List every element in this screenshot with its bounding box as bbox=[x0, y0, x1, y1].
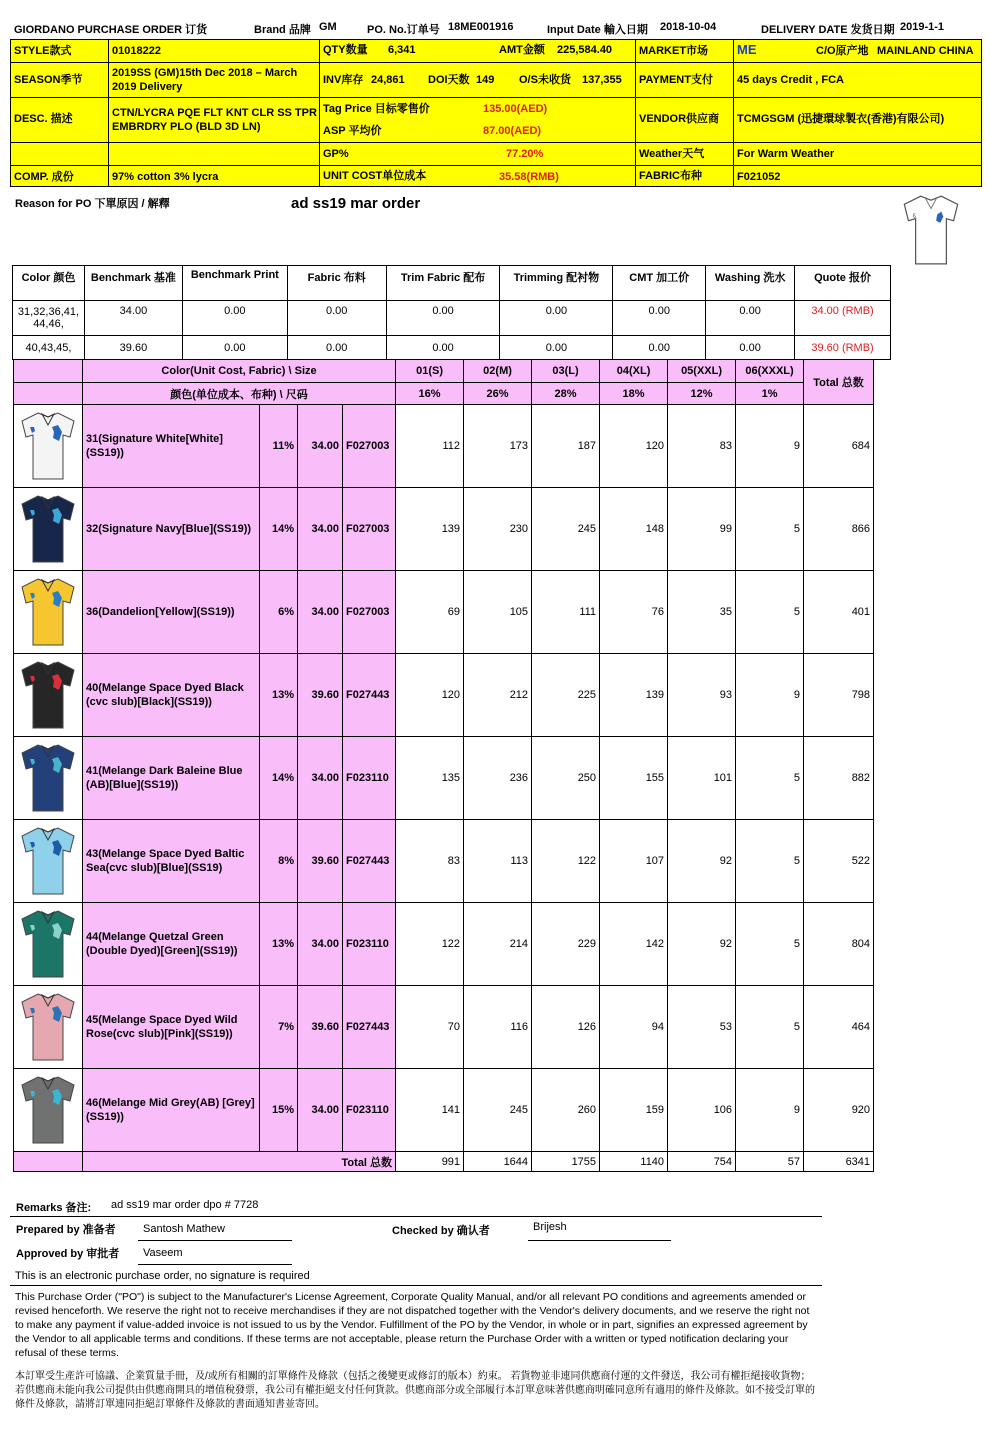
item-unit-cost: 34.00 bbox=[298, 903, 343, 986]
shirt-icon bbox=[16, 1071, 80, 1149]
item-size-qty: 5 bbox=[736, 571, 804, 654]
terms-chinese: 本訂單受生產許可協議、企業質量手冊，及/或所有相關的訂單條件及條款（包括之後變更或修訂的版本）約束。 若貨物並非連同供應商付運的文件發送，我公司有權拒絕接收貨物；若供應商未能向我公司提供由供應商開具的增值稅發票，我公司有權拒絕支付任何貨款。供應商部分或全部履行本訂單意味著供應商明確同意所有適用的條件及條款。如不接受訂單的條件及條款，請將訂單連同拒絕訂單條件及條款的書面通知書並寄回。 bbox=[15, 1371, 815, 1410]
total-row-blank bbox=[14, 1152, 83, 1172]
bench-header: Trim Fabric 配布 bbox=[386, 266, 500, 301]
item-size-qty: 260 bbox=[532, 1069, 600, 1152]
item-size-qty: 5 bbox=[736, 737, 804, 820]
item-size-qty: 111 bbox=[532, 571, 600, 654]
grand-total: 6341 bbox=[804, 1152, 874, 1172]
item-size-qty: 5 bbox=[736, 820, 804, 903]
item-unit-cost: 39.60 bbox=[298, 820, 343, 903]
approved-label: Approved by 审批者 bbox=[16, 1248, 120, 1260]
input-date-value: 2018-10-04 bbox=[660, 21, 717, 33]
item-size-qty: 135 bbox=[396, 737, 464, 820]
unit-cost-label: UNIT COST单位成本 bbox=[323, 170, 427, 182]
item-size-qty: 116 bbox=[464, 986, 532, 1069]
svg-text:§: § bbox=[912, 211, 917, 221]
size-pct: 1% bbox=[736, 383, 804, 405]
item-size-qty: 245 bbox=[532, 488, 600, 571]
size-pct: 12% bbox=[668, 383, 736, 405]
prepared-label: Prepared by 准备者 bbox=[16, 1224, 116, 1236]
item-size-qty: 76 bbox=[600, 571, 668, 654]
os-value: 137,355 bbox=[582, 74, 622, 86]
checked-label: Checked by 确认者 bbox=[392, 1225, 490, 1237]
item-size-qty: 9 bbox=[736, 1069, 804, 1152]
approved-value: Vaseem bbox=[143, 1247, 183, 1259]
bench-cmt: 0.00 bbox=[613, 301, 706, 336]
bench-header: CMT 加工价 bbox=[613, 266, 706, 301]
item-size-qty: 70 bbox=[396, 986, 464, 1069]
item-percent: 8% bbox=[260, 820, 298, 903]
bench-washing: 0.00 bbox=[706, 301, 795, 336]
electronic-po-note: This is an electronic purchase order, no signature is required bbox=[15, 1270, 310, 1282]
item-size-qty: 142 bbox=[600, 903, 668, 986]
fabric-label: FABRIC布种 bbox=[639, 170, 702, 182]
item-size-qty: 99 bbox=[668, 488, 736, 571]
bench-header: Trimming 配衬物 bbox=[500, 266, 613, 301]
item-size-qty: 122 bbox=[532, 820, 600, 903]
size-total: 1644 bbox=[464, 1152, 532, 1172]
item-thumbnail bbox=[14, 986, 83, 1069]
product-thumbnail bbox=[898, 190, 964, 270]
item-thumbnail bbox=[14, 488, 83, 571]
item-size-qty: 214 bbox=[464, 903, 532, 986]
item-size-qty: 92 bbox=[668, 903, 736, 986]
style-value: 01018222 bbox=[112, 45, 161, 57]
item-size-qty: 212 bbox=[464, 654, 532, 737]
bench-header: Benchmark 基准 bbox=[84, 266, 182, 301]
thumb-header bbox=[14, 383, 83, 405]
item-size-qty: 94 bbox=[600, 986, 668, 1069]
market-label: MARKET市场 bbox=[639, 45, 709, 57]
item-row bbox=[14, 903, 874, 986]
item-size-qty: 35 bbox=[668, 571, 736, 654]
item-fabric: F023110 bbox=[343, 737, 396, 820]
item-size-qty: 69 bbox=[396, 571, 464, 654]
bench-row bbox=[13, 301, 891, 336]
doi-value: 149 bbox=[476, 74, 495, 86]
bench-print: 0.00 bbox=[182, 301, 287, 336]
bench-fabric: 0.00 bbox=[287, 301, 386, 336]
item-size-qty: 120 bbox=[600, 405, 668, 488]
shirt-icon bbox=[16, 656, 80, 734]
size-total: 754 bbox=[668, 1152, 736, 1172]
bench-header: Quote 报价 bbox=[795, 266, 891, 301]
bench-trimming: 0.00 bbox=[500, 336, 613, 360]
weather-value: For Warm Weather bbox=[737, 148, 835, 160]
size-header: 02(M) bbox=[464, 360, 532, 383]
brand-label: Brand 品牌 bbox=[254, 24, 311, 36]
item-percent: 13% bbox=[260, 903, 298, 986]
gp-value: 77.20% bbox=[506, 148, 544, 160]
item-description: 36(Dandelion[Yellow](SS19)) bbox=[83, 571, 260, 654]
item-size-qty: 105 bbox=[464, 571, 532, 654]
item-thumbnail bbox=[14, 654, 83, 737]
item-size-qty: 9 bbox=[736, 405, 804, 488]
item-total: 920 bbox=[804, 1069, 874, 1152]
color-size-header: Color(Unit Cost, Fabric) \ Size bbox=[83, 360, 396, 383]
qty-value: 6,341 bbox=[388, 44, 416, 56]
item-size-qty: 9 bbox=[736, 654, 804, 737]
bench-color: 40,43,45, bbox=[13, 336, 85, 360]
tag-price-label: Tag Price 目标零售价 bbox=[323, 103, 430, 115]
size-header: 06(XXXL) bbox=[736, 360, 804, 383]
item-percent: 11% bbox=[260, 405, 298, 488]
payment-label: PAYMENT支付 bbox=[639, 74, 713, 86]
checked-value: Brijesh bbox=[533, 1221, 567, 1233]
item-size-qty: 101 bbox=[668, 737, 736, 820]
item-thumbnail bbox=[14, 571, 83, 654]
item-row bbox=[14, 737, 874, 820]
item-size-qty: 159 bbox=[600, 1069, 668, 1152]
size-pct: 26% bbox=[464, 383, 532, 405]
po-info-table bbox=[10, 39, 982, 187]
size-total: 1755 bbox=[532, 1152, 600, 1172]
shirt-icon bbox=[16, 988, 80, 1066]
remarks-value: ad ss19 mar order dpo # 7728 bbox=[111, 1199, 259, 1211]
co-value: MAINLAND CHINA bbox=[877, 45, 974, 57]
bench-cmt: 0.00 bbox=[613, 336, 706, 360]
total-header: Total 总数 bbox=[804, 360, 874, 405]
asp-label: ASP 平均价 bbox=[323, 125, 382, 137]
comp-label: COMP. 成份 bbox=[14, 171, 74, 183]
item-row bbox=[14, 654, 874, 737]
bench-quote: 39.60 (RMB) bbox=[795, 336, 891, 360]
item-thumbnail bbox=[14, 903, 83, 986]
bench-value: 34.00 bbox=[84, 301, 182, 336]
item-fabric: F027003 bbox=[343, 405, 396, 488]
shirt-icon bbox=[16, 407, 80, 485]
item-size-qty: 141 bbox=[396, 1069, 464, 1152]
size-header: 04(XL) bbox=[600, 360, 668, 383]
item-total: 798 bbox=[804, 654, 874, 737]
qty-label: QTY数量 bbox=[323, 44, 368, 56]
item-size-qty: 53 bbox=[668, 986, 736, 1069]
size-pct: 28% bbox=[532, 383, 600, 405]
bench-quote: 34.00 (RMB) bbox=[795, 301, 891, 336]
bench-value: 39.60 bbox=[84, 336, 182, 360]
size-header: 01(S) bbox=[396, 360, 464, 383]
item-row bbox=[14, 488, 874, 571]
item-row bbox=[14, 571, 874, 654]
item-size-qty: 236 bbox=[464, 737, 532, 820]
market-value: ME bbox=[737, 42, 757, 57]
item-total: 882 bbox=[804, 737, 874, 820]
item-description: 46(Melange Mid Grey(AB) [Grey](SS19)) bbox=[83, 1069, 260, 1152]
item-unit-cost: 34.00 bbox=[298, 571, 343, 654]
delivery-date-label: DELIVERY DATE 发货日期 bbox=[761, 24, 895, 36]
item-total: 401 bbox=[804, 571, 874, 654]
bench-print: 0.00 bbox=[182, 336, 287, 360]
item-thumbnail bbox=[14, 1069, 83, 1152]
shirt-icon bbox=[16, 822, 80, 900]
item-percent: 14% bbox=[260, 488, 298, 571]
item-size-qty: 106 bbox=[668, 1069, 736, 1152]
item-size-qty: 83 bbox=[668, 405, 736, 488]
item-fabric: F027443 bbox=[343, 986, 396, 1069]
item-fabric: F023110 bbox=[343, 903, 396, 986]
item-percent: 15% bbox=[260, 1069, 298, 1152]
co-label: C/O原产地 bbox=[816, 45, 869, 57]
item-percent: 6% bbox=[260, 571, 298, 654]
bench-fabric: 0.00 bbox=[287, 336, 386, 360]
item-thumbnail bbox=[14, 405, 83, 488]
item-size-qty: 245 bbox=[464, 1069, 532, 1152]
item-size-qty: 187 bbox=[532, 405, 600, 488]
shirt-icon bbox=[16, 573, 80, 651]
item-size-qty: 5 bbox=[736, 488, 804, 571]
size-total: 1140 bbox=[600, 1152, 668, 1172]
vendor-value: TCMGSGM (迅捷環球製衣(香港)有限公司) bbox=[737, 113, 945, 125]
item-fabric: F027003 bbox=[343, 488, 396, 571]
color-size-header-cn: 颜色(单位成本、布种) \ 尺码 bbox=[83, 383, 396, 405]
os-label: O/S未收货 bbox=[519, 74, 571, 86]
season-value-line1: 2019SS (GM)15th Dec 2018 – March bbox=[112, 67, 298, 79]
benchmark-table bbox=[12, 265, 891, 360]
item-size-qty: 5 bbox=[736, 986, 804, 1069]
terms-english: This Purchase Order ("PO") is subject to the Manufacturer's License Agreement, Corporate Quality Manual, and/or all relevant PO conditions and agreements amended or revised henceforth. We reserve the right not to receive merchandises if they are not dispatched together with the Vendor's delivery documents, and we reserve the right not to make any payment if value-added invoice is not issued to us by the Vendor. Fulfillment of the PO by the Vendor, in whole or in part, signifies an expressed agreement by the Vendor to all applicable terms and conditions. If these terms are not acceptable, please return the Purchase Order with a written or typed notification declaring your refusal of these terms. bbox=[15, 1291, 810, 1359]
item-fabric: F027003 bbox=[343, 571, 396, 654]
inv-label: INV库存 bbox=[323, 74, 364, 86]
item-description: 45(Melange Space Dyed Wild Rose(cvc slub)[Pink](SS19)) bbox=[83, 986, 260, 1069]
item-percent: 14% bbox=[260, 737, 298, 820]
item-fabric: F023110 bbox=[343, 1069, 396, 1152]
size-total: 991 bbox=[396, 1152, 464, 1172]
reason-value: ad ss19 mar order bbox=[291, 195, 421, 212]
item-size-qty: 139 bbox=[396, 488, 464, 571]
item-description: 43(Melange Space Dyed Baltic Sea(cvc slub)[Blue](SS19) bbox=[83, 820, 260, 903]
item-total: 522 bbox=[804, 820, 874, 903]
input-date-label: Input Date 輸入日期 bbox=[547, 24, 648, 36]
fabric-value: F021052 bbox=[737, 171, 781, 183]
item-unit-cost: 34.00 bbox=[298, 488, 343, 571]
po-number-value: 18ME001916 bbox=[448, 21, 514, 33]
desc-label: DESC. 描述 bbox=[14, 113, 73, 125]
bench-header: Washing 洗水 bbox=[706, 266, 795, 301]
po-number-label: PO. No.订单号 bbox=[367, 24, 440, 36]
size-header: 05(XXL) bbox=[668, 360, 736, 383]
item-unit-cost: 34.00 bbox=[298, 737, 343, 820]
item-size-qty: 113 bbox=[464, 820, 532, 903]
remarks-label: Remarks 备注: bbox=[16, 1202, 92, 1214]
desc-value-line1: CTN/LYCRA PQE FLT KNT CLR SS TPR bbox=[112, 107, 317, 119]
item-row bbox=[14, 1069, 874, 1152]
style-label: STYLE款式 bbox=[14, 45, 72, 57]
amt-value: 225,584.40 bbox=[557, 44, 613, 56]
shirt-icon bbox=[16, 905, 80, 983]
item-size-qty: 126 bbox=[532, 986, 600, 1069]
payment-value: 45 days Credit , FCA bbox=[737, 74, 844, 86]
item-thumbnail bbox=[14, 737, 83, 820]
item-unit-cost: 39.60 bbox=[298, 986, 343, 1069]
size-breakdown-table bbox=[13, 359, 874, 1172]
item-total: 684 bbox=[804, 405, 874, 488]
unit-cost-value: 35.58(RMB) bbox=[499, 171, 559, 183]
item-size-qty: 112 bbox=[396, 405, 464, 488]
item-size-qty: 229 bbox=[532, 903, 600, 986]
item-size-qty: 139 bbox=[600, 654, 668, 737]
item-thumbnail bbox=[14, 820, 83, 903]
shirt-icon bbox=[16, 490, 80, 568]
bench-row bbox=[13, 336, 891, 360]
delivery-date-value: 2019-1-1 bbox=[900, 21, 945, 33]
po-title: GIORDANO PURCHASE ORDER 订货 bbox=[14, 24, 208, 36]
size-pct: 16% bbox=[396, 383, 464, 405]
item-size-qty: 230 bbox=[464, 488, 532, 571]
season-label: SEASON季节 bbox=[14, 74, 83, 86]
bench-trimming: 0.00 bbox=[500, 301, 613, 336]
item-description: 41(Melange Dark Baleine Blue (AB)[Blue](SS19)) bbox=[83, 737, 260, 820]
item-total: 464 bbox=[804, 986, 874, 1069]
bench-header: Color 颜色 bbox=[13, 266, 85, 301]
item-size-qty: 83 bbox=[396, 820, 464, 903]
doi-label: DOI天数 bbox=[428, 74, 470, 86]
item-size-qty: 225 bbox=[532, 654, 600, 737]
item-unit-cost: 39.60 bbox=[298, 654, 343, 737]
bench-trim-fabric: 0.00 bbox=[386, 301, 500, 336]
tag-price-value: 135.00(AED) bbox=[483, 103, 548, 115]
weather-label: Weather天气 bbox=[639, 148, 705, 160]
item-size-qty: 250 bbox=[532, 737, 600, 820]
item-description: 31(Signature White[White](SS19)) bbox=[83, 405, 260, 488]
vendor-label: VENDOR供应商 bbox=[639, 113, 720, 125]
comp-value: 97% cotton 3% lycra bbox=[112, 171, 219, 183]
season-value-line2: 2019 Delivery bbox=[112, 81, 183, 93]
item-fabric: F027443 bbox=[343, 654, 396, 737]
prepared-value: Santosh Mathew bbox=[143, 1223, 225, 1235]
item-unit-cost: 34.00 bbox=[298, 1069, 343, 1152]
bench-washing: 0.00 bbox=[706, 336, 795, 360]
thumb-header bbox=[14, 360, 83, 383]
desc-value-line2: EMBRDRY PLO (BLD 3D LN) bbox=[112, 121, 261, 133]
asp-value: 87.00(AED) bbox=[483, 125, 542, 137]
item-size-qty: 5 bbox=[736, 903, 804, 986]
gp-label: GP% bbox=[323, 148, 349, 160]
item-row bbox=[14, 820, 874, 903]
bench-trim-fabric: 0.00 bbox=[386, 336, 500, 360]
item-size-qty: 93 bbox=[668, 654, 736, 737]
item-size-qty: 122 bbox=[396, 903, 464, 986]
item-percent: 13% bbox=[260, 654, 298, 737]
item-size-qty: 148 bbox=[600, 488, 668, 571]
item-row bbox=[14, 986, 874, 1069]
item-unit-cost: 34.00 bbox=[298, 405, 343, 488]
bench-color: 31,32,36,41, 44,46, bbox=[13, 301, 85, 336]
item-total: 866 bbox=[804, 488, 874, 571]
size-pct: 18% bbox=[600, 383, 668, 405]
item-percent: 7% bbox=[260, 986, 298, 1069]
item-fabric: F027443 bbox=[343, 820, 396, 903]
reason-label: Reason for PO 下單原因 / 解釋 bbox=[15, 198, 170, 210]
item-row bbox=[14, 405, 874, 488]
size-header: 03(L) bbox=[532, 360, 600, 383]
item-size-qty: 92 bbox=[668, 820, 736, 903]
item-description: 40(Melange Space Dyed Black (cvc slub)[Black](SS19)) bbox=[83, 654, 260, 737]
size-total: 57 bbox=[736, 1152, 804, 1172]
total-row-label: Total 总数 bbox=[83, 1152, 396, 1172]
inv-value: 24,861 bbox=[371, 74, 405, 86]
bench-header: Fabric 布料 bbox=[287, 266, 386, 301]
shirt-icon bbox=[16, 739, 80, 817]
item-description: 32(Signature Navy[Blue](SS19)) bbox=[83, 488, 260, 571]
item-size-qty: 120 bbox=[396, 654, 464, 737]
item-size-qty: 107 bbox=[600, 820, 668, 903]
bench-header: Benchmark Print bbox=[182, 266, 287, 301]
item-description: 44(Melange Quetzal Green (Double Dyed)[Green](SS19)) bbox=[83, 903, 260, 986]
brand-value: GM bbox=[319, 21, 337, 33]
item-size-qty: 173 bbox=[464, 405, 532, 488]
item-total: 804 bbox=[804, 903, 874, 986]
amt-label: AMT金额 bbox=[499, 44, 545, 56]
shirt-icon bbox=[898, 190, 964, 270]
item-size-qty: 155 bbox=[600, 737, 668, 820]
